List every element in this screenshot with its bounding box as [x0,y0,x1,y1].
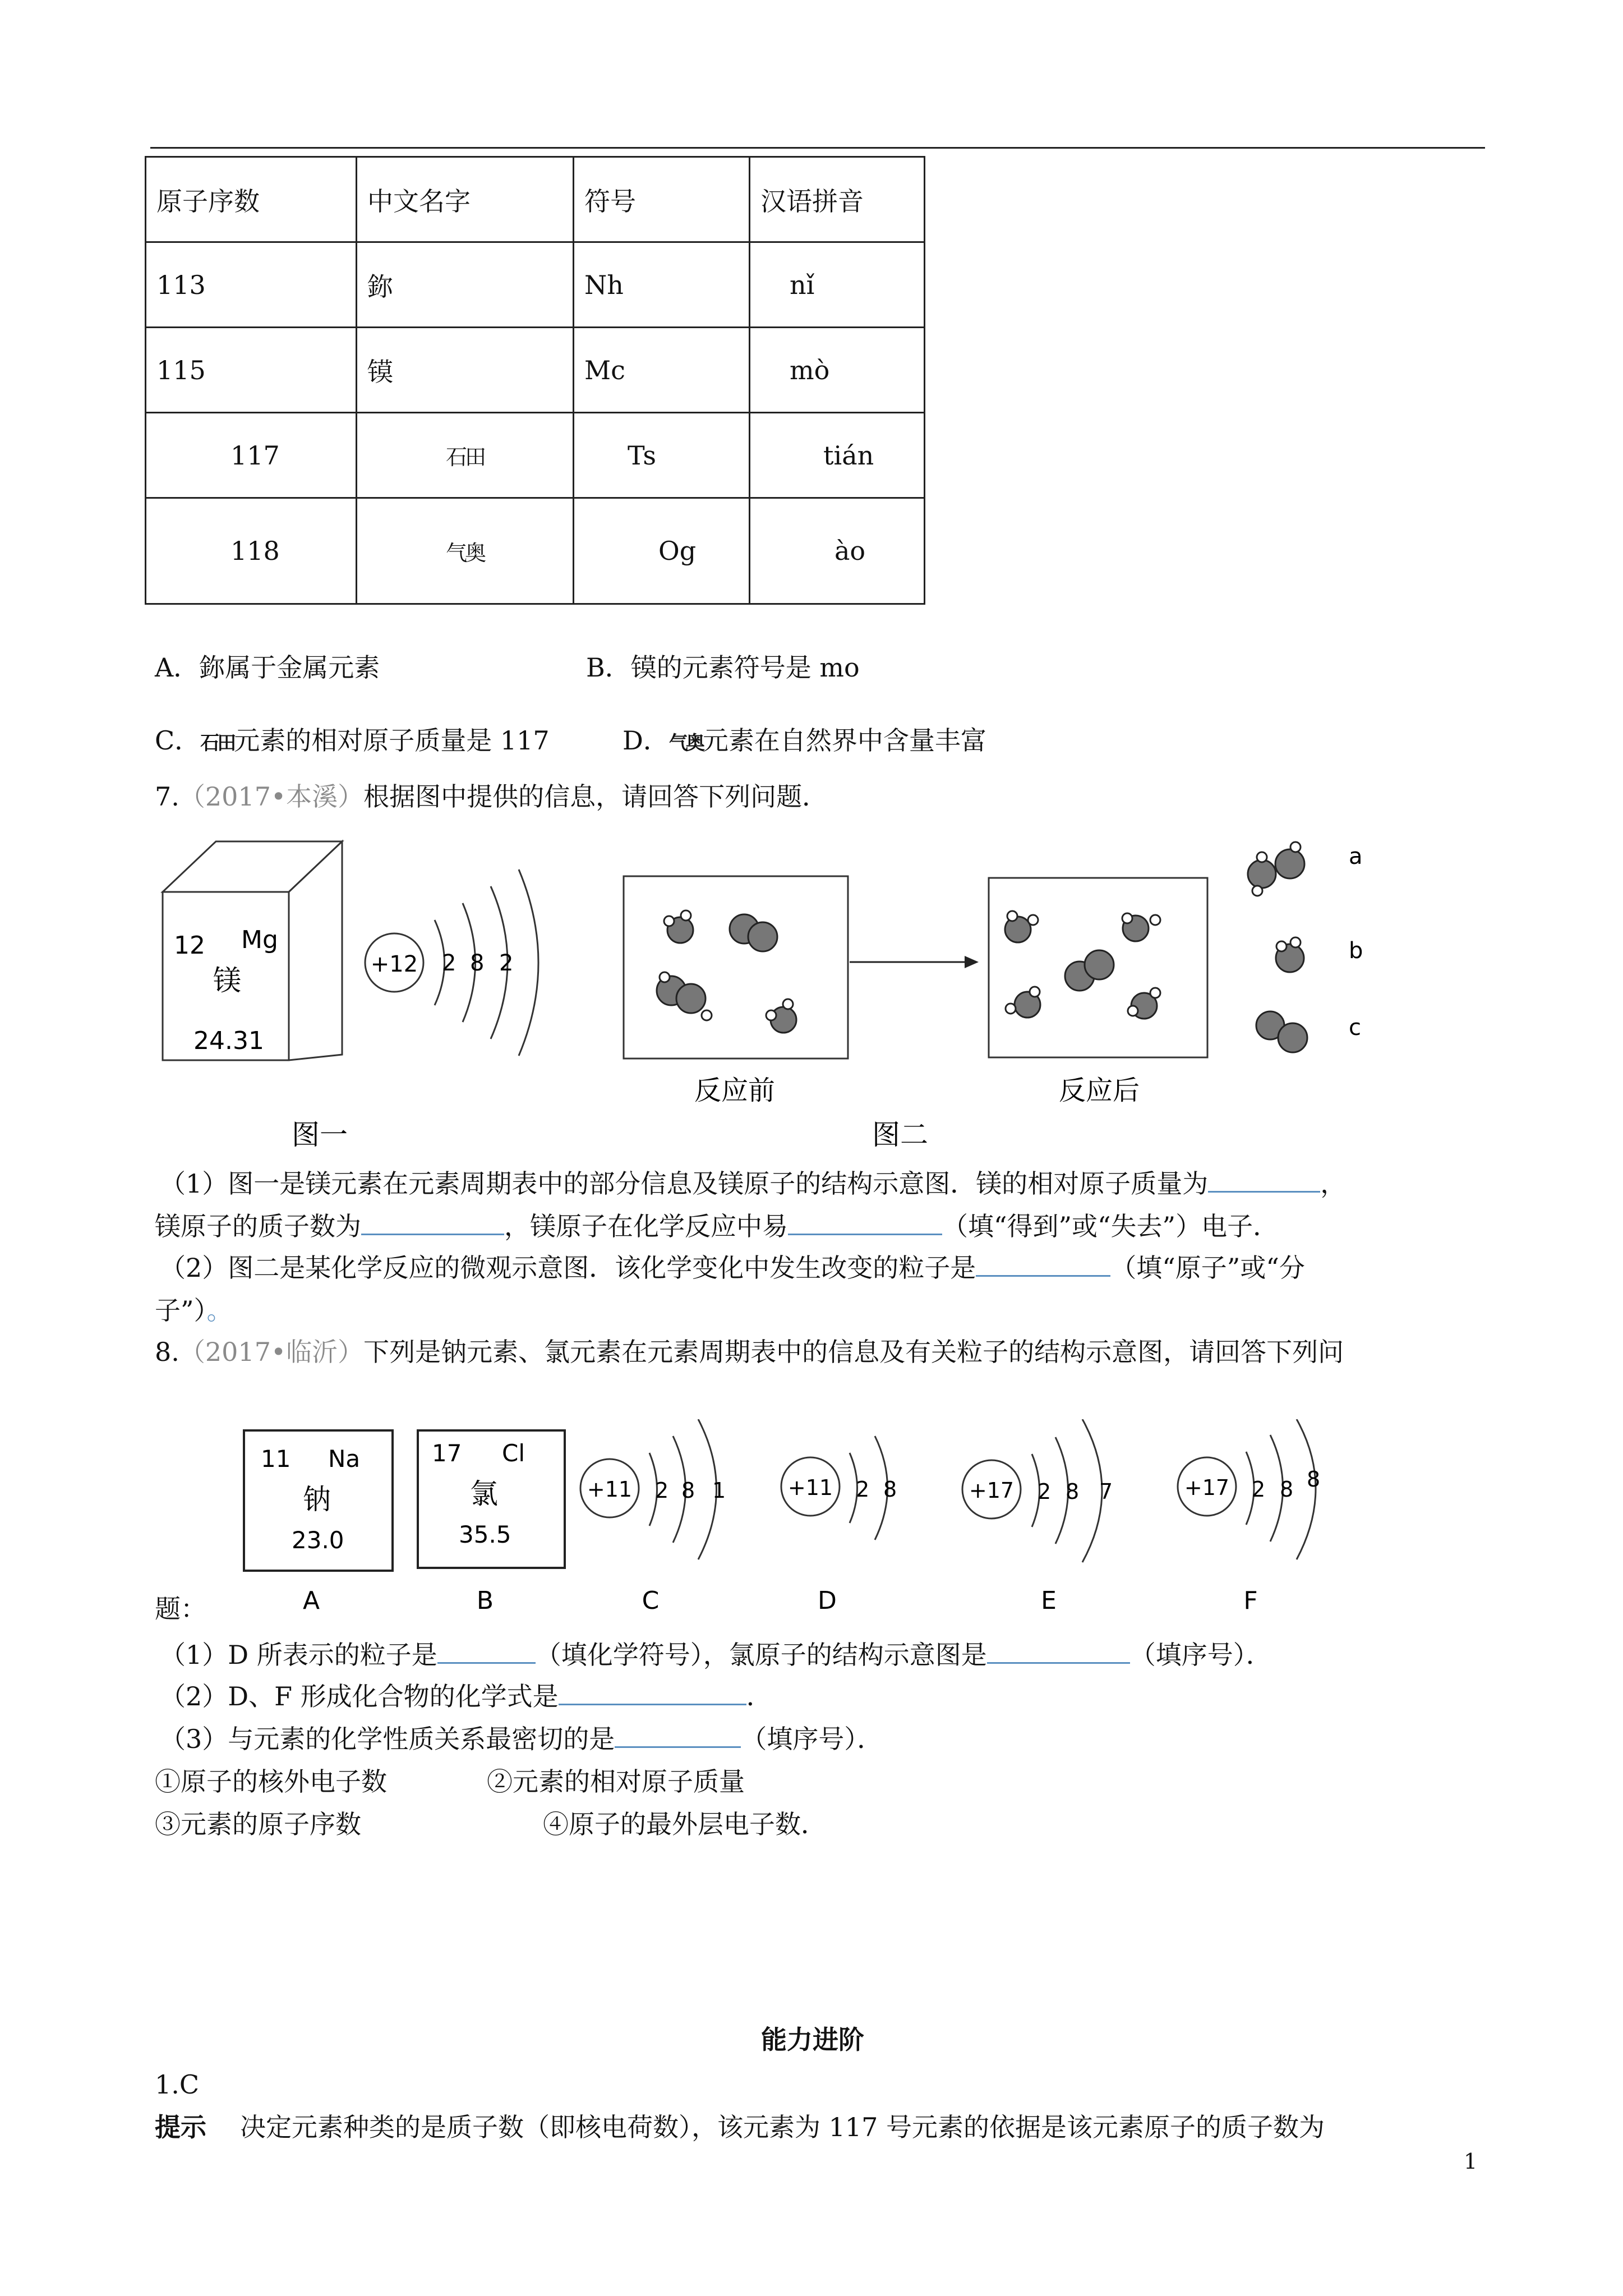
table-row [146,498,925,604]
answer-blank-property[interactable] [615,1724,741,1748]
section-title: 能力进阶 [761,2024,864,2055]
legend-a: a [1349,844,1363,869]
particle-c-shell-1: 2 [655,1478,669,1503]
mg-name: 镁 [213,964,241,997]
mg-shell-1: 2 [442,950,457,976]
reaction-after-box [989,878,1207,1057]
figure-1-caption: 图一 [292,1119,348,1151]
answer-1: 1.C [155,2069,200,2100]
q7-sub1-line1 [160,1168,1346,1200]
q8-sub1 [160,1639,1272,1672]
element-117-char: 石田 [445,445,484,470]
cl-symbol: Cl [502,1439,525,1467]
table-row [146,413,925,498]
table-cell: 115 [146,328,357,413]
option-c-text: 元素的相对原子质量是 117 [234,725,550,756]
q7-sub2-line2 [155,1295,233,1327]
option-c-prefix: C． [155,725,201,756]
option-a: A．鉨属于金属元素 [155,652,380,683]
cl-number: 17 [432,1439,462,1467]
label-b: B [476,1586,494,1615]
particle-f-shell-2: 8 [1280,1477,1294,1502]
particle-d-structure [781,1436,897,1540]
q7-sub1-text: （1）图一是镁元素在元素周期表中的部分信息及镁原子的结构示意图．镁的相对原子质量为 [160,1168,1209,1199]
table-cell: 118 [146,498,357,604]
table-cell: Og [574,498,750,604]
table-cell: ào [750,498,925,604]
na-name: 钠 [303,1483,331,1516]
q8-option-2: ②元素的相对原子质量 [487,1766,745,1797]
label-e: E [1041,1586,1057,1615]
table-cell: Ts [574,413,750,498]
particle-c-nucleus: +11 [587,1477,633,1502]
mg-shell-2: 8 [470,950,485,976]
particle-c-shell-3: 1 [712,1478,726,1503]
table-row [146,242,925,328]
particle-f-shell-1: 2 [1252,1477,1266,1502]
table-cell: 117 [146,413,357,498]
option-d-char: 气奥 [668,732,703,754]
answer-blank-formula[interactable] [559,1681,746,1705]
mg-shell-3: 2 [499,950,514,976]
figure-2-caption: 图二 [872,1119,928,1151]
mg-atomic-number: 12 [174,931,205,960]
table-cell [357,498,574,604]
mg-element-card [163,841,342,1060]
question-7-stem [155,781,828,813]
q8-sub2-text: （2）D、F 形成化合物的化学式是 [160,1681,559,1711]
option-d [623,725,986,757]
answer-1-hint [155,2111,1325,2144]
q8-option-3: ③元素的原子序数 [155,1809,361,1839]
table-cell: nǐ [750,242,925,328]
q8-sub3 [160,1723,883,1756]
particle-c-shell-2: 8 [681,1478,695,1503]
na-symbol: Na [328,1445,361,1473]
after-label: 反应后 [1058,1075,1140,1106]
q8-sub1-text: （1）D 所表示的粒子是 [160,1640,437,1670]
table-cell: Nh [574,242,750,328]
q7-sub2-text: （填“原子”或“分 [1110,1253,1305,1283]
q8-figures [151,1419,1385,1621]
label-f: F [1243,1586,1258,1615]
cl-element-card [418,1430,565,1568]
label-a: A [302,1586,320,1615]
answer-blank-protons[interactable] [361,1211,504,1235]
label-c: C [642,1586,660,1615]
answer-blank-particle[interactable] [976,1253,1110,1277]
element-table [145,156,925,605]
question-number: 7. [155,781,179,812]
answer-blank-structure[interactable] [987,1640,1130,1664]
answer-blank-gain-lose[interactable] [788,1211,942,1235]
particle-d-shell-1: 2 [856,1477,870,1502]
mg-mass: 24.31 [193,1027,264,1055]
header-rule [150,147,1485,149]
particle-f-shell-3: 8 [1307,1467,1321,1492]
label-d: D [818,1586,837,1615]
na-element-card [244,1430,393,1571]
mg-nucleus: +12 [370,951,418,977]
option-b: B．镆的元素符号是 mo [586,652,860,683]
na-number: 11 [261,1445,291,1473]
particle-f-nucleus: +17 [1184,1475,1230,1500]
q8-option-4: ④原子的最外层电子数． [543,1809,827,1839]
particle-d-nucleus: +11 [787,1475,833,1500]
mg-symbol: Mg [241,926,278,954]
question-source: （2017•临沂） [179,1337,364,1367]
q7-sub2-text: 子”） [155,1295,207,1326]
element-118-char: 气奥 [445,540,484,565]
q7-sub2-text: （2）图二是某化学反应的微观示意图．该化学变化中发生改变的粒子是 [160,1253,976,1283]
option-c-char: 石田 [200,732,234,754]
na-mass: 23.0 [292,1526,344,1554]
q8-option-1: ①原子的核外电子数 [155,1766,387,1797]
q7-sub2-period: 。 [206,1295,233,1326]
q8-sub3-text: （填序号）． [741,1724,883,1754]
table-cell: tián [750,413,925,498]
page-number: 1 [1464,2149,1478,2174]
q7-figures [151,830,1441,1167]
legend-c: c [1349,1015,1361,1041]
option-d-text: 元素在自然界中含量丰富 [702,725,986,756]
particle-e-shell-1: 2 [1038,1479,1052,1504]
particle-e-nucleus: +17 [969,1478,1015,1503]
question-source: （2017•本溪） [179,781,364,812]
table-cell: Mc [574,328,750,413]
particle-c-structure [580,1419,726,1559]
cl-mass: 35.5 [459,1521,511,1548]
table-cell [357,413,574,498]
question-8-stem-end: 题： [155,1594,206,1624]
option-d-prefix: D． [623,725,669,756]
legend-b: b [1349,938,1363,964]
q8-sub2 [160,1681,772,1713]
particle-e-shell-2: 8 [1066,1479,1080,1504]
particle-e-shell-3: 7 [1099,1479,1113,1504]
particle-legend [1248,842,1363,1052]
particle-f-structure [1178,1419,1320,1559]
question-8-stem [155,1336,1344,1369]
answer-blank-mass[interactable] [1208,1168,1320,1193]
q7-sub1-line2 [155,1211,1279,1243]
answer-blank-symbol[interactable] [437,1640,536,1664]
table-cell: 113 [146,242,357,328]
q8-sub2-text: ． [746,1681,772,1711]
reaction-before-box [624,876,848,1059]
table-header-row [146,157,925,242]
table-header-cell: 汉语拼音 [750,157,925,242]
table-cell: mò [750,328,925,413]
q8-sub1-text: （填化学符号），氯原子的结构示意图是 [535,1640,987,1670]
q7-sub1-text: （填“得到”或“失去”）电子． [942,1211,1279,1241]
mg-atom-structure [365,869,538,1056]
question-text: 下列是钠元素、氯元素在元素周期表中的信息及有关粒子的结构示意图，请回答下列问 [363,1337,1344,1367]
table-header-cell: 原子序数 [146,157,357,242]
cl-name: 氯 [470,1478,498,1510]
table-cell: 鉨 [357,242,574,328]
hint-label: 提示 [155,2112,206,2142]
particle-e-structure [962,1419,1113,1562]
particle-d-shell-2: 8 [883,1477,897,1502]
q8-sub1-text: （填序号）． [1129,1640,1272,1670]
question-number: 8. [155,1337,179,1367]
table-header-cell: 符号 [574,157,750,242]
question-text: 根据图中提供的信息，请回答下列问题． [363,781,828,812]
hint-text: 决定元素种类的是质子数（即核电荷数），该元素为 117 号元素的依据是该元素原子的质子数为 [240,2112,1325,2142]
q7-sub1-comma: ， [1320,1168,1347,1199]
q7-sub1-text: 镁原子的质子数为 [155,1211,361,1241]
before-label: 反应前 [694,1075,776,1106]
q7-sub2-line1 [160,1252,1305,1285]
table-row [146,328,925,413]
option-c [155,725,550,757]
table-header-cell: 中文名字 [357,157,574,242]
q8-sub3-text: （3）与元素的化学性质关系最密切的是 [160,1724,615,1754]
q7-sub1-text: ，镁原子在化学反应中易 [504,1211,788,1241]
table-cell: 镆 [357,328,574,413]
